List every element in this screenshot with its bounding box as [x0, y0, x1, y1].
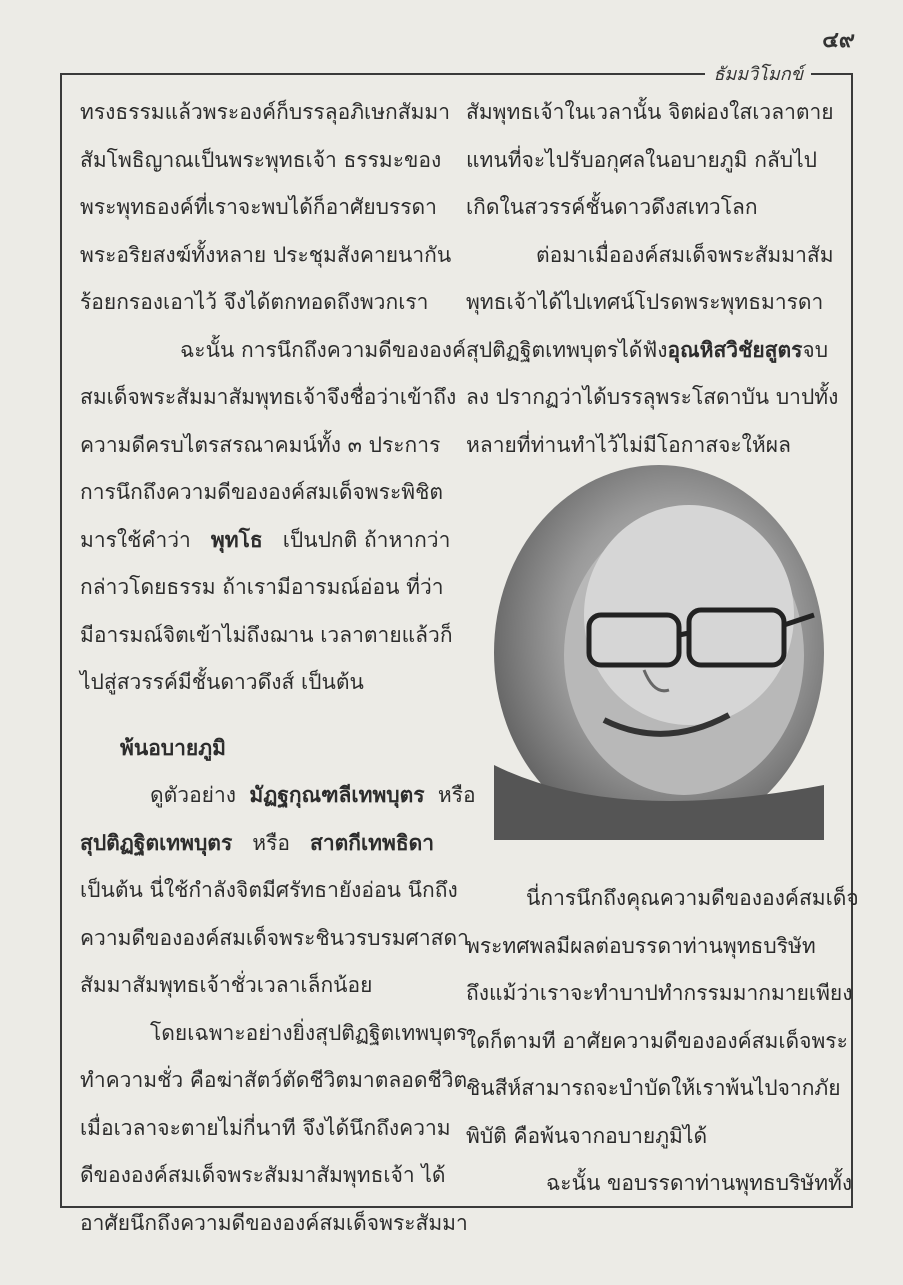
text-span: หรือ	[252, 830, 290, 855]
emphasis-text: สาตกีเทพธิดา	[310, 830, 435, 855]
text-line: หลายที่ท่านทำไว้ไม่มีโอกาสจะให้ผล	[466, 432, 791, 457]
text-line: ต่อมาเมื่อองค์สมเด็จพระสัมมาสัม	[536, 242, 834, 267]
portrait-illustration	[494, 465, 824, 840]
text-line: กล่าวโดยธรรม ถ้าเรามีอารมณ์อ่อน ที่ว่า	[80, 575, 444, 599]
text-line	[466, 327, 838, 375]
text-line: โดยเฉพาะอย่างยิ่งสุปติฏฐิตเทพบุตร	[150, 1020, 468, 1045]
text-line: แทนที่จะไปรับอกุศลในอบายภูมิ กลับไป	[466, 147, 818, 172]
text-line: พระทศพลมีผลต่อบรรดาท่านพุทธบริษัท	[466, 933, 816, 958]
page-number: ๔๙	[822, 28, 855, 53]
text-line	[80, 820, 452, 868]
emphasis-text: สุปติฏฐิตเทพบุตร	[80, 830, 233, 855]
text-span: มารใช้คำว่า	[80, 527, 191, 552]
text-line: ถึงแม้ว่าเราจะทำบาปทำกรรมมากมายเพียง	[466, 981, 853, 1005]
text-line: มีอารมณ์จิตเข้าไม่ถึงฌาน เวลาตายแล้วก็	[80, 622, 453, 647]
text-line: สัมโพธิญาณเป็นพระพุทธเจ้า ธรรมะของ	[80, 147, 442, 172]
header-title: ธัมมวิโมกข์	[705, 59, 811, 88]
text-line: การนึกถึงความดีขององค์สมเด็จพระพิชิต	[80, 480, 443, 504]
text-line: พิบัติ คือพ้นจากอบายภูมิได้	[466, 1123, 708, 1148]
text-line: ไปสู่สวรรค์มีชั้นดาวดึงส์ เป็นต้น	[80, 670, 364, 694]
text-line: ความดีขององค์สมเด็จพระชินวรบรมศาสดา	[80, 925, 469, 950]
text-line: นี่การนึกถึงคุณความดีขององค์สมเด็จ	[526, 886, 859, 910]
text-line: พระพุทธองค์ที่เราจะพบได้ก็อาศัยบรรดา	[80, 195, 437, 219]
text-span: ดูตัวอย่าง	[150, 783, 237, 807]
text-line: ดีขององค์สมเด็จพระสัมมาสัมพุทธเจ้า ได้	[80, 1163, 446, 1187]
right-column	[466, 89, 838, 469]
text-line: ใดก็ตามที อาศัยความดีขององค์สมเด็จพระ	[466, 1028, 848, 1053]
text-line: ชินสีห์สามารถจะบำบัดให้เราพ้นไปจากภัย	[466, 1076, 841, 1100]
section-heading: พ้นอบายภูมิ	[120, 735, 226, 760]
text-line: สัมมาสัมพุทธเจ้าชั่วเวลาเล็กน้อย	[80, 973, 373, 997]
text-line: ฉะนั้น ขอบรรดาท่านพุทธบริษัททั้ง	[546, 1171, 853, 1195]
text-line: ทรงธรรมแล้วพระองค์ก็บรรลุอภิเษกสัมมา	[80, 100, 451, 124]
right-lower-column	[466, 875, 859, 1208]
text-line: สัมพุทธเจ้าในเวลานั้น จิตผ่องใสเวลาตาย	[466, 100, 834, 124]
text-line: สมเด็จพระสัมมาสัมพุทธเจ้าจึงชื่อว่าเข้าถึง	[80, 385, 457, 409]
text-span: จบ	[802, 337, 829, 362]
left-column	[80, 89, 476, 1247]
text-line: พุทธเจ้าได้ไปเทศน์โปรดพระพุทธมารดา	[466, 290, 824, 314]
text-line: อาศัยนึกถึงความดีขององค์สมเด็จพระสัมมา	[80, 1210, 468, 1235]
text-line: เกิดในสวรรค์ชั้นดาวดึงสเทวโลก	[466, 195, 758, 219]
text-line: เมื่อเวลาจะตายไม่กี่นาที จึงได้นึกถึงความ	[80, 1115, 451, 1140]
text-line: ความดีครบไตรสรณาคมน์ทั้ง ๓ ประการ	[80, 432, 441, 457]
text-line: ลง ปรากฏว่าได้บรรลุพระโสดาบัน บาปทั้ง	[466, 385, 839, 409]
text-span: เป็นปกติ ถ้าหากว่า	[282, 527, 451, 552]
text-span: หรือ	[437, 783, 476, 807]
text-line: พระอริยสงฆ์ทั้งหลาย ประชุมสังคายนากัน	[80, 242, 452, 267]
emphasis-text: พุทโธ	[210, 527, 263, 552]
emphasis-text: มัฏฐกุณฑลีเทพบุตร	[249, 783, 425, 807]
text-line	[80, 772, 476, 820]
emphasis-text: อุณหิสวิชัยสูตร	[667, 337, 803, 362]
text-line: เป็นต้น นี่ใช้กำลังจิตมีศรัทธายังอ่อน นึกถึง	[80, 878, 458, 902]
text-span: สุปติฏฐิตเทพบุตรได้ฟัง	[466, 337, 668, 362]
page-frame	[60, 64, 859, 1235]
text-line: ทำความชั่ว คือฆ่าสัตว์ตัดชีวิตมาตลอดชีวิต	[80, 1068, 468, 1092]
text-line: ฉะนั้น การนึกถึงความดีขององค์	[180, 337, 467, 362]
text-line: ร้อยกรองเอาไว้ จึงได้ตกทอดถึงพวกเรา	[80, 290, 429, 314]
monk-portrait-photo	[494, 465, 824, 840]
text-line	[80, 517, 452, 565]
